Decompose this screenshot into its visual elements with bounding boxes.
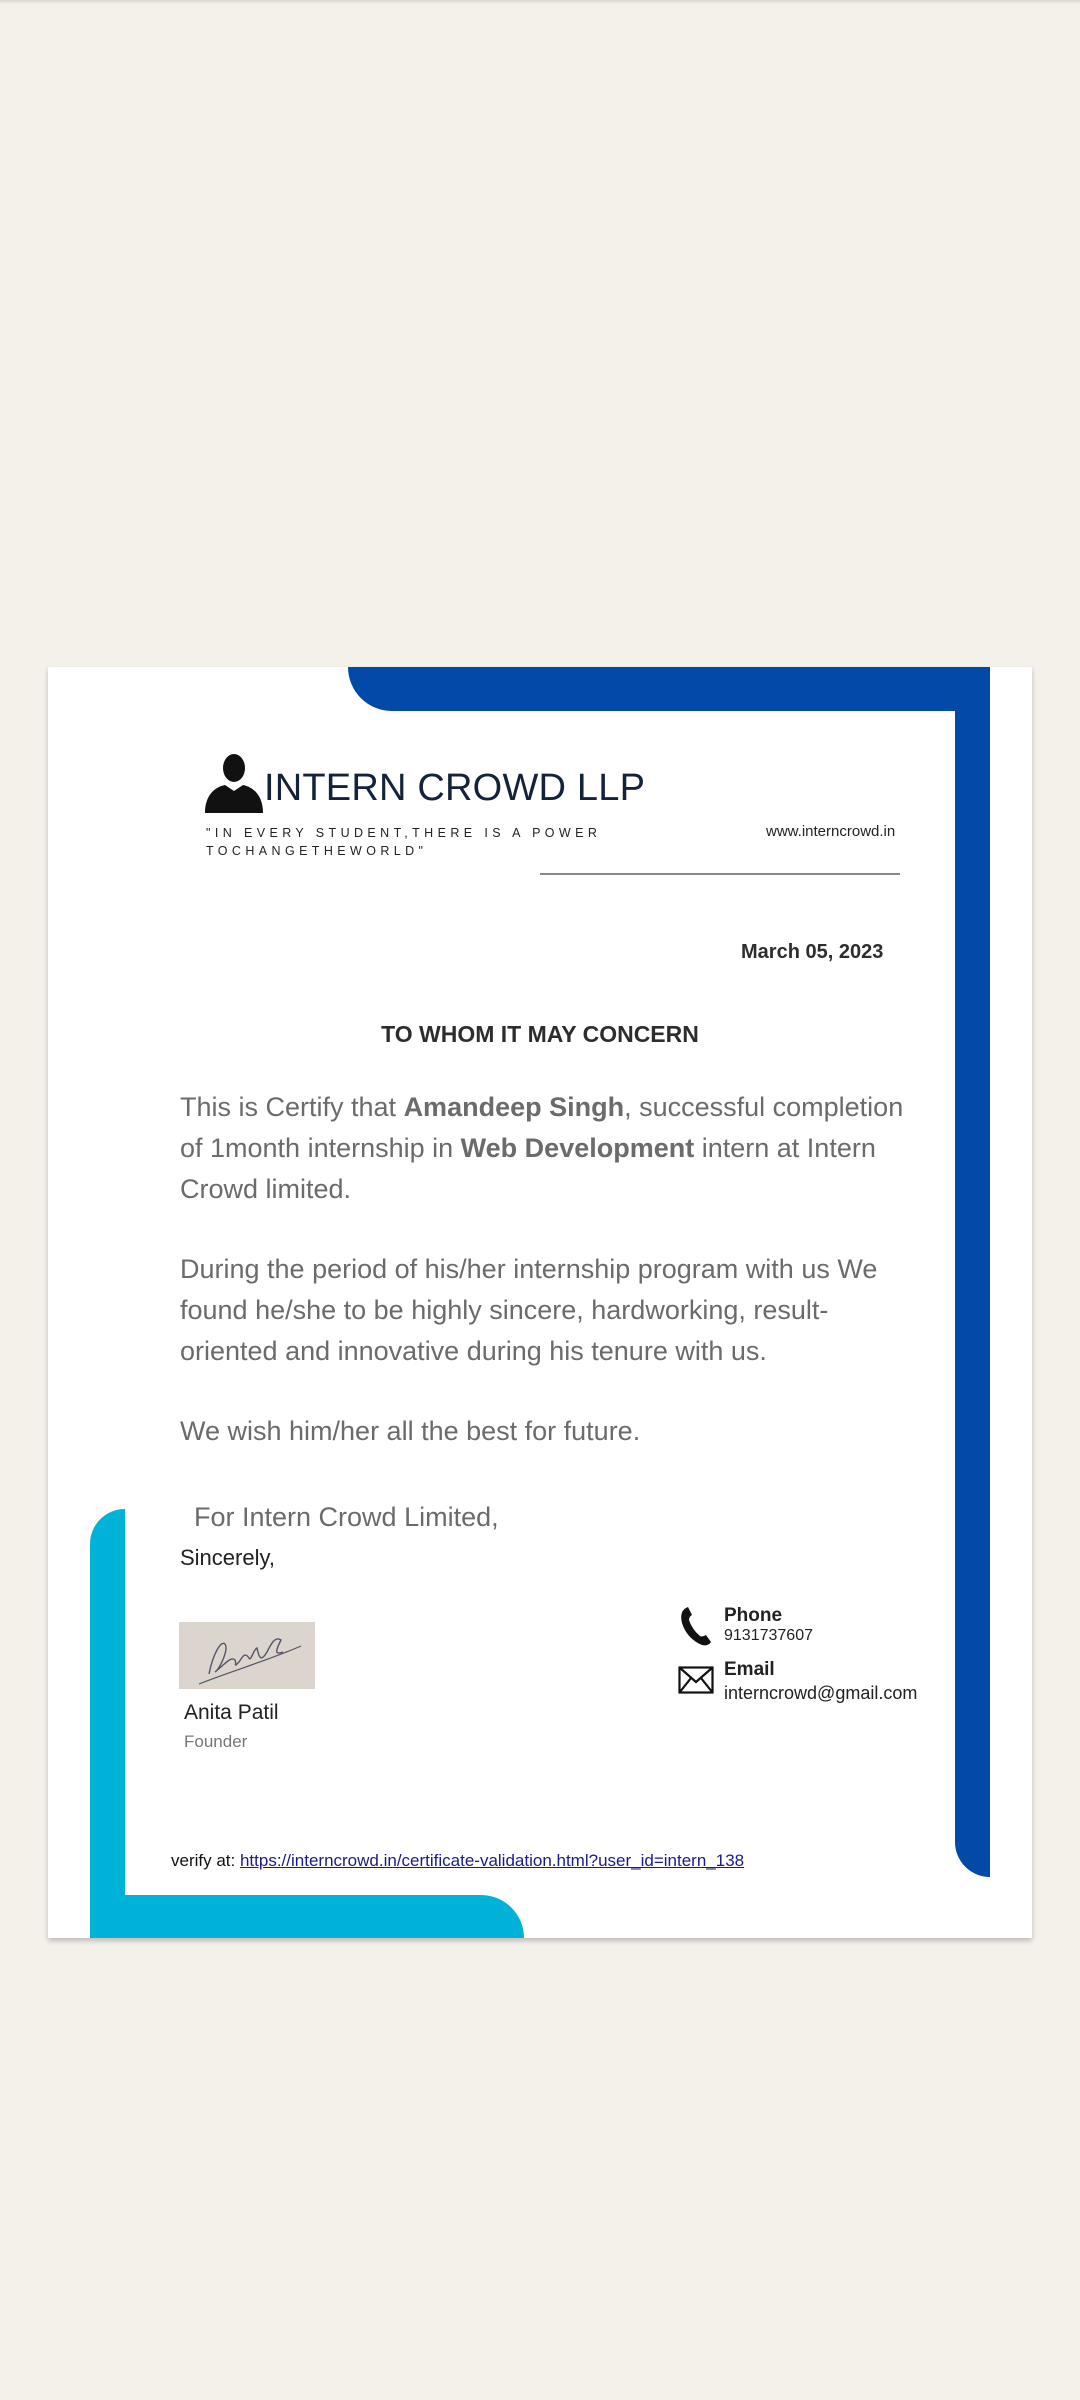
person-logo-icon bbox=[203, 751, 265, 813]
verify-line bbox=[171, 1851, 744, 1871]
cyan-frame-bottom bbox=[90, 1895, 524, 1938]
letter-date: March 05, 2023 bbox=[741, 941, 884, 963]
wishes-paragraph: We wish him/her all the best for future. bbox=[180, 1416, 641, 1446]
p1-text-c: intern at Intern Crowd limited. bbox=[180, 1133, 876, 1204]
certificate-page bbox=[48, 667, 1032, 1938]
blue-frame-top bbox=[348, 667, 990, 711]
signatory-title: Founder bbox=[184, 1732, 248, 1751]
company-tagline: "IN EVERY STUDENT,THERE IS A POWERTOCHANGETHEWORLD" bbox=[206, 826, 602, 858]
signatory-name: Anita Patil bbox=[184, 1701, 279, 1724]
performance-paragraph: During the period of his/her internship program with us We found he/she to be highly sincere, hardworking, result-oriented and innovative during his tenure with us. bbox=[180, 1254, 878, 1366]
internship-domain: Web Development bbox=[460, 1133, 695, 1163]
mail-icon bbox=[678, 1666, 714, 1694]
phone-label: Phone bbox=[724, 1605, 783, 1626]
header-divider bbox=[540, 873, 900, 875]
signature-image bbox=[179, 1622, 315, 1689]
intern-name: Amandeep Singh bbox=[403, 1092, 625, 1122]
blue-frame-side bbox=[955, 667, 990, 1877]
sincerely-text: Sincerely, bbox=[180, 1545, 275, 1570]
email-label: Email bbox=[724, 1659, 775, 1680]
closing-company: For Intern Crowd Limited, bbox=[194, 1502, 499, 1532]
company-name: INTERN CROWD LLP bbox=[264, 767, 646, 809]
phone-icon bbox=[678, 1605, 718, 1647]
p1-text-a: This is Certify that bbox=[180, 1092, 404, 1122]
email-address: interncrowd@gmail.com bbox=[724, 1683, 918, 1703]
verify-link[interactable]: https://interncrowd.in/certificate-validation.html?user_id=intern_138 bbox=[239, 1851, 745, 1870]
top-shadow bbox=[0, 0, 1080, 4]
p1-text-b: , successful completion of 1month internship in bbox=[180, 1092, 904, 1163]
phone-number: 9131737607 bbox=[724, 1627, 813, 1644]
company-website: www.interncrowd.in bbox=[766, 823, 896, 840]
cyan-frame-side bbox=[90, 1509, 125, 1938]
letter-subject: TO WHOM IT MAY CONCERN bbox=[381, 1021, 699, 1047]
certification-paragraph bbox=[180, 1087, 910, 1210]
verify-label: verify at: bbox=[171, 1851, 240, 1870]
